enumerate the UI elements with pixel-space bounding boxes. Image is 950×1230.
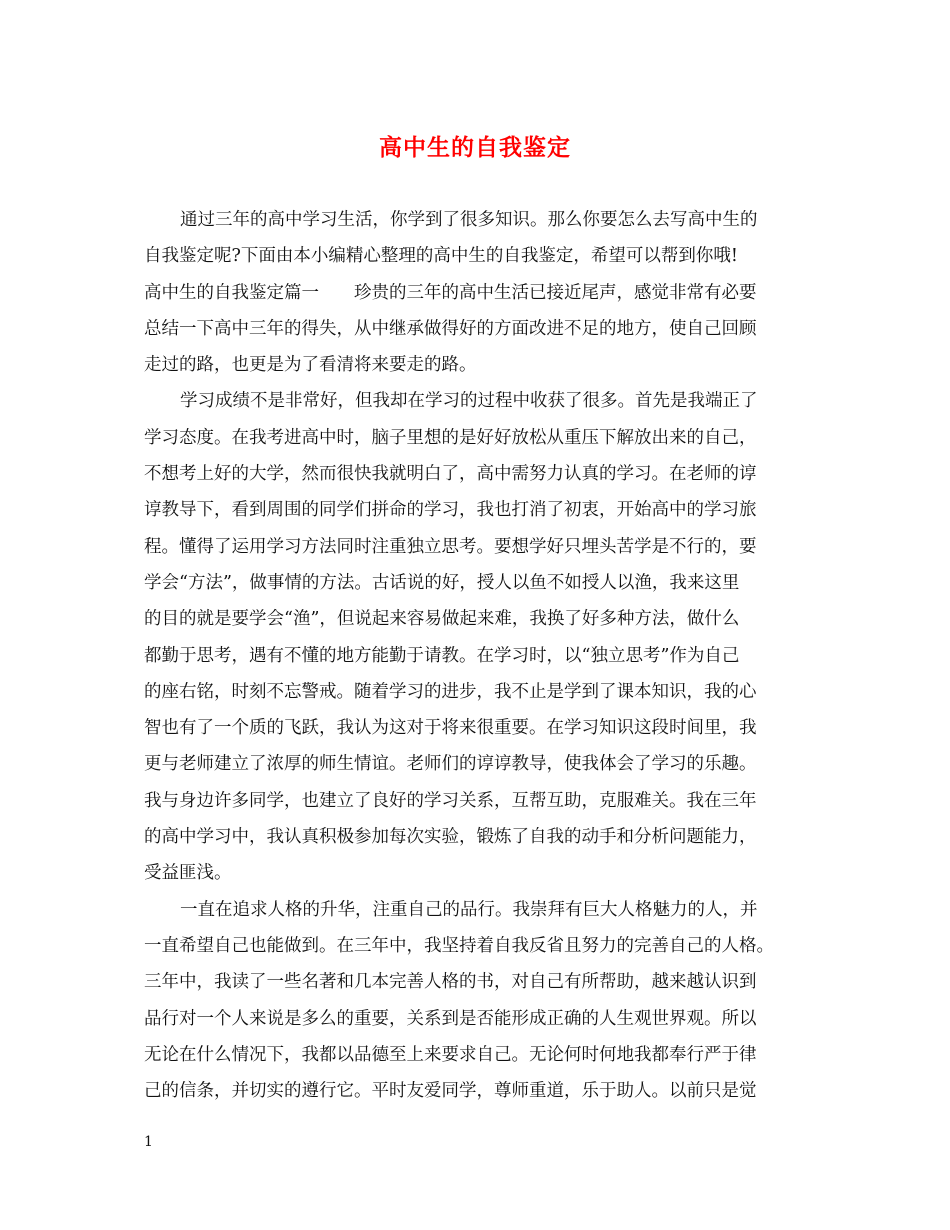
text-line: 程。懂得了运用学习方法同时注重独立思考。要想学好只埋头苦学是不行的，要	[144, 536, 757, 557]
document-title: 高中生的自我鉴定	[379, 134, 571, 161]
text-line: 学习成绩不是非常好，但我却在学习的过程中收获了很多。首先是我端正了	[180, 391, 758, 412]
page-number: 1	[144, 1134, 153, 1150]
text-line: 我与身边许多同学，也建立了良好的学习关系，互帮互助，克服难关。我在三年	[144, 790, 757, 811]
text-line: 三年中，我读了一些名著和几本完善人格的书，对自己有所帮助，越来越认识到	[144, 972, 757, 993]
text-line: 都勤于思考，遇有不懂的地方能勤于请教。在学习时，以“独立思考”作为自己	[144, 645, 740, 666]
text-line: 的目的就是要学会“渔”，但说起来容易做起来难，我换了好多种方法，做什么	[144, 609, 740, 630]
text-line: 己的信条，并切实的遵行它。平时友爱同学，尊师重道，乐于助人。以前只是觉	[144, 1081, 757, 1102]
text-line: 高中生的自我鉴定篇一 珍贵的三年的高中生活已接近尾声，感觉非常有必要	[144, 282, 757, 303]
text-line: 受益匪浅。	[144, 863, 232, 884]
text-line: 学会“方法”，做事情的方法。古话说的好，授人以鱼不如授人以渔，我来这里	[144, 572, 740, 593]
text-line: 一直希望自己也能做到。在三年中，我坚持着自我反省且努力的完善自己的人格。	[144, 935, 774, 956]
text-line: 品行对一个人来说是多么的重要，关系到是否能形成正确的人生观世界观。所以	[144, 1008, 757, 1029]
text-line: 不想考上好的大学，然而很快我就明白了，高中需努力认真的学习。在老师的谆	[144, 464, 757, 485]
text-line: 总结一下高中三年的得失，从中继承做得好的方面改进不足的地方，使自己回顾	[144, 318, 757, 339]
text-line: 走过的路，也更是为了看清将来要走的路。	[144, 355, 477, 376]
text-line: 通过三年的高中学习生活，你学到了很多知识。那么你要怎么去写高中生的	[180, 210, 758, 230]
text-line: 谆教导下，看到周围的同学们拼命的学习，我也打消了初衷，开始高中的学习旅	[144, 500, 757, 521]
text-line: 一直在追求人格的升华，注重自己的品行。我崇拜有巨大人格魅力的人，并	[180, 899, 758, 920]
text-line: 学习态度。在我考进高中时，脑子里想的是好好放松从重压下解放出来的自己，	[144, 427, 757, 448]
text-line: 自我鉴定呢?下面由本小编精心整理的高中生的自我鉴定，希望可以帮到你哦!	[144, 246, 738, 267]
text-line: 更与老师建立了浓厚的师生情谊。老师们的谆谆教导，使我体会了学习的乐趣。	[144, 754, 757, 775]
document-body	[144, 202, 816, 1109]
text-line: 智也有了一个质的飞跃，我认为这对于将来很重要。在学习知识这段时间里，我	[144, 718, 757, 739]
text-line: 无论在什么情况下，我都以品德至上来要求自己。无论何时何地我都奉行严于律	[144, 1044, 757, 1065]
text-line: 的座右铭，时刻不忘警戒。随着学习的进步，我不止是学到了课本知识，我的心	[144, 681, 757, 702]
text-line: 的高中学习中，我认真积极参加每次实验，锻炼了自我的动手和分析问题能力，	[144, 827, 757, 848]
